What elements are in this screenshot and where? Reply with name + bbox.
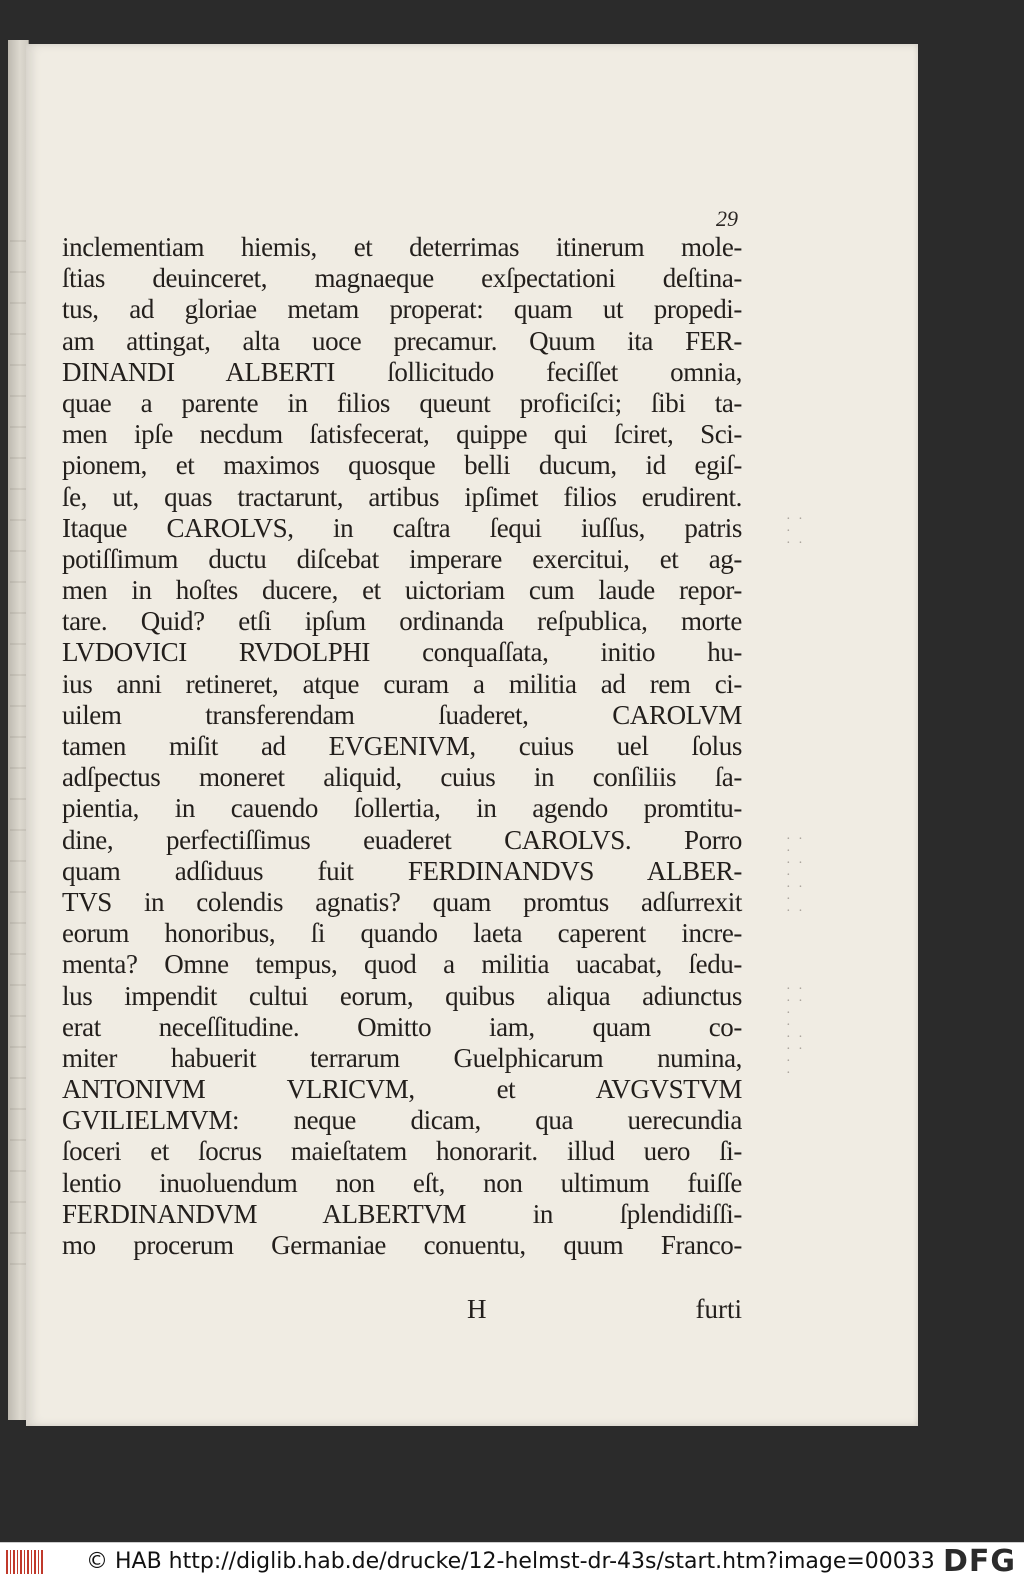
- text-line: ius anni retineret, atque curam a militia ad rem ci-: [62, 668, 742, 699]
- page-footer-line: [62, 1294, 742, 1325]
- text-line: inclementiam hiemis, et deterrimas itinerum mole-: [62, 232, 742, 262]
- text-line: am attingat, alta uoce precamur. Quum ita FER-: [62, 325, 742, 356]
- text-line: ſtias deuinceret, magnaeque exſpectationi deſtina-: [62, 263, 742, 294]
- text-line: TVS in colendis agnatis? quam promtus adſurrexit: [62, 886, 742, 917]
- text-line: lentio inuoluendum non eſt, non ultimum fuiſſe: [62, 1167, 742, 1198]
- margin-speck-marks: · · · · · · · · · · ·: [786, 832, 805, 919]
- text-line: pionem, et maximos quosque belli ducum, id egiſ-: [62, 450, 742, 481]
- text-line: tare. Quid? etſi ipſum ordinanda reſpublica, morte: [62, 606, 742, 637]
- text-line: pientia, in cauendo ſollertia, in agendo promtitu-: [62, 793, 742, 824]
- text-line: eorum honoribus, ſi quando laeta caperent incre-: [62, 918, 742, 949]
- text-line: lus impendit cultui eorum, quibus aliqua adiunctus: [62, 980, 742, 1011]
- margin-speck-marks: · · · · ·: [786, 512, 805, 551]
- dfg-logo: DFG: [942, 1544, 1016, 1579]
- page-body-text: [62, 232, 742, 1261]
- text-line: tamen miſit ad EVGENIVM, cuius uel ſolus: [62, 731, 742, 761]
- catchword: furti: [695, 1294, 742, 1324]
- text-line: menta? Omne tempus, quod a militia uacabat, ſedu-: [62, 949, 742, 980]
- viewer-footer-bar: [0, 1542, 1024, 1579]
- text-line: DINANDI ALBERTI ſollicitudo feciſſet omnia,: [62, 356, 742, 387]
- text-line: men in hoſtes ducere, et uictoriam cum laude repor-: [62, 575, 742, 606]
- text-line: Itaque CAROLVS, in caſtra ſequi iuſſus, patris: [62, 512, 742, 543]
- text-line: mo procerum Germaniae conuentu, quum Franco-: [62, 1230, 742, 1260]
- text-line: ſoceri et ſocrus maieſtatem honorarit. illud uero ſi-: [62, 1136, 742, 1167]
- text-line: quam adſiduus fuit FERDINANDVS ALBER-: [62, 855, 742, 886]
- source-url-text[interactable]: © HAB http://diglib.hab.de/drucke/12-helmst-dr-43s/start.htm?image=00033: [86, 1549, 935, 1574]
- text-line: erat neceſſitudine. Omitto iam, quam co-: [62, 1011, 742, 1042]
- text-line: ANTONIVM VLRICVM, et AVGVSTVM: [62, 1074, 742, 1105]
- text-line: uilem transferendam ſuaderet, CAROLVM: [62, 699, 742, 730]
- text-line: adſpectus moneret aliquid, cuius in conſiliis ſa-: [62, 762, 742, 793]
- library-barcode-icon: [6, 1550, 44, 1574]
- page-edge-texture: [10, 240, 26, 1290]
- margin-speck-marks: · · · · · · · · · · · ·: [786, 982, 805, 1081]
- text-line: tus, ad gloriae metam properat: quam ut propedi-: [62, 294, 742, 325]
- page-number: 29: [716, 206, 738, 231]
- text-line: dine, perfectiſſimus euaderet CAROLVS. Porro: [62, 824, 742, 855]
- text-line: men ipſe necdum ſatisfecerat, quippe qui ſciret, Sci-: [62, 419, 742, 450]
- text-line: LVDOVICI RVDOLPHI conquaſſata, initio hu-: [62, 637, 742, 668]
- text-line: potiſſimum ductu diſcebat imperare exercitui, et ag-: [62, 543, 742, 574]
- text-line: ſe, ut, quas tractarunt, artibus ipſimet filios erudirent.: [62, 481, 742, 512]
- text-line: quae a parente in filios queunt proficiſci; ſibi ta-: [62, 387, 742, 418]
- book-page: [26, 44, 918, 1426]
- text-line: GVILIELMVM: neque dicam, qua uerecundia: [62, 1105, 742, 1136]
- signature-mark: H: [467, 1294, 487, 1324]
- text-line: FERDINANDVM ALBERTVM in ſplendidiſſi-: [62, 1198, 742, 1229]
- text-line: miter habuerit terrarum Guelphicarum numina,: [62, 1042, 742, 1073]
